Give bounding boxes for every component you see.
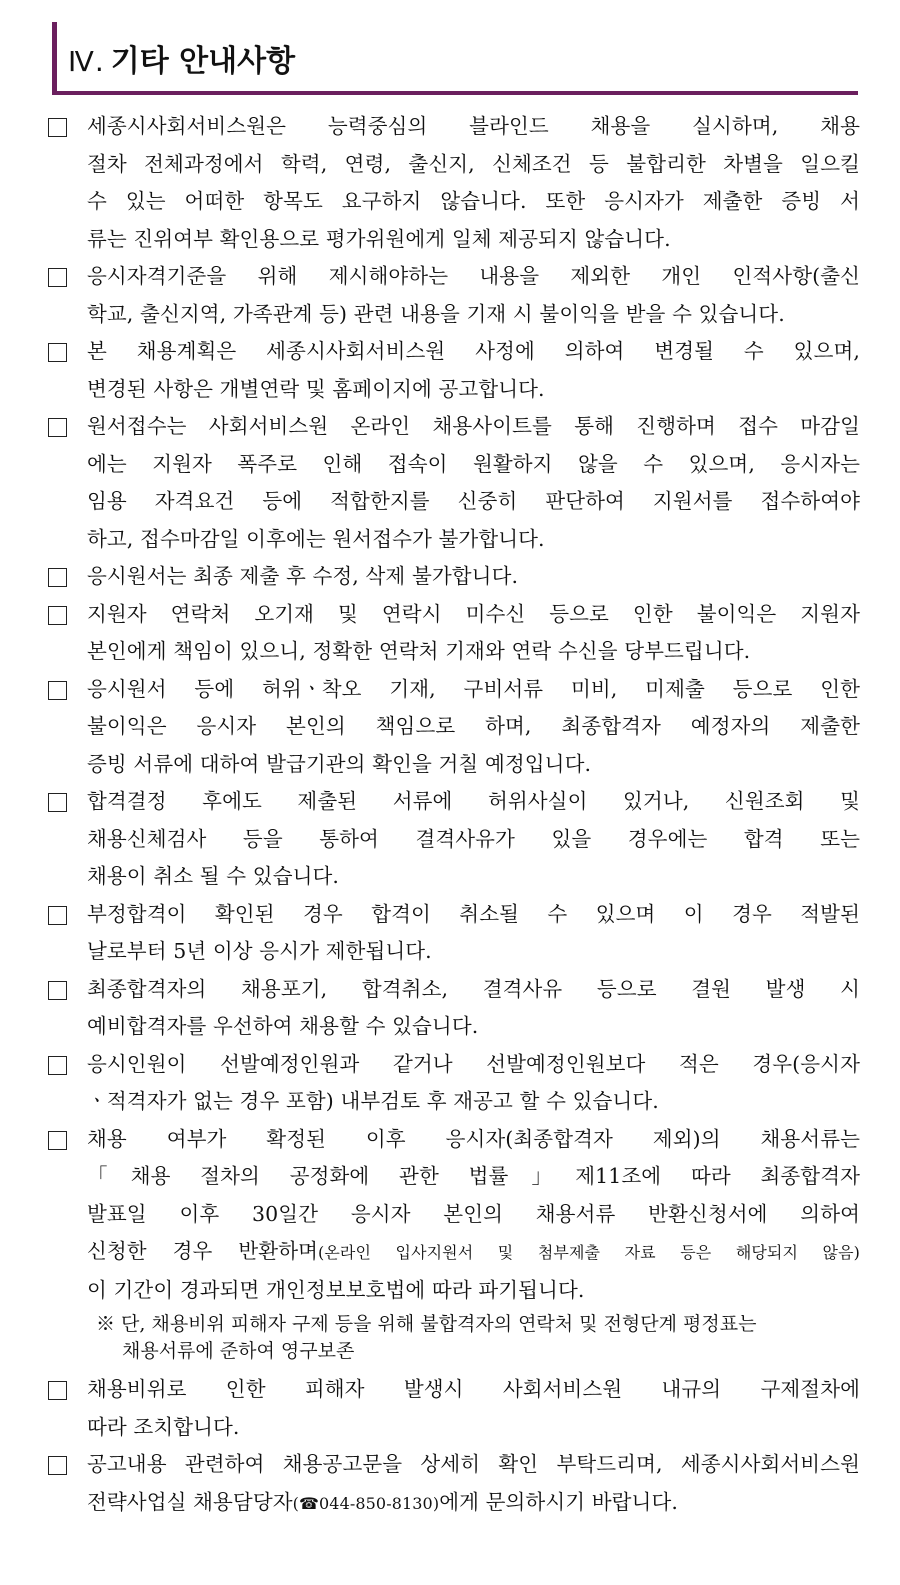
text-line: 최종합격자의 채용포기, 합격취소, 결격사유 등으로 결원 발생 시	[87, 976, 860, 1001]
note-line: ※ 단, 채용비위 피해자 구제 등을 위해 불합격자의 연락처 및 전형단계 평정표는	[96, 1313, 757, 1335]
notice-item-11	[48, 1046, 860, 1121]
checkbox-icon	[48, 1381, 67, 1400]
text-line: 변경된 사항은 개별연락 및 홈페이지에 공고합니다.	[87, 376, 545, 401]
notice-text	[87, 258, 860, 333]
text-line: 응시원서는 최종 제출 후 수정, 삭제 불가합니다.	[87, 564, 519, 588]
checkbox-icon	[48, 343, 67, 362]
phone-number: (☎044-850-8130)	[292, 1493, 440, 1513]
text-line: 날로부터 5년 이상 응시가 제한됩니다.	[87, 939, 432, 963]
checkbox-icon	[48, 418, 67, 437]
text-line: 학교, 출신지역, 가족관계 등) 관련 내용을 기재 시 불이익을 받을 수 있습니다.	[87, 301, 785, 326]
section-header	[52, 22, 858, 94]
notice-item-9	[48, 896, 860, 971]
text-line: 채용비위로 인한 피해자 발생시 사회서비스원 내규의 구제절차에	[87, 1377, 860, 1401]
section-title-text: 기타 안내사항	[110, 44, 296, 79]
text-line: 세종시사회서비스원은 능력중심의 블라인드 채용을 실시하며, 채용	[87, 114, 860, 138]
notice-text	[87, 558, 860, 596]
text-line: 본인에게 책임이 있으니, 정확한 연락처 기재와 연락 수신을 당부드립니다.	[87, 639, 751, 663]
notice-item-5	[48, 558, 860, 596]
checkbox-icon	[48, 906, 67, 925]
notice-item-12	[48, 1121, 860, 1310]
notice-text	[87, 971, 860, 1046]
notice-text	[87, 1046, 860, 1121]
notice-item-2	[48, 258, 860, 333]
text-line: 이 기간이 경과되면 개인정보보호법에 따라 파기됩니다.	[87, 1277, 585, 1302]
notice-item-10	[48, 971, 860, 1046]
text-line: 부정합격이 확인된 경우 합격이 취소될 수 있으며 이 경우 적발된	[87, 901, 860, 926]
text-line: 채용신체검사 등을 통하여 결격사유가 있을 경우에는 합격 또는	[87, 826, 860, 851]
header-underline	[52, 91, 858, 95]
text-line: 응시원서 등에 허위ㆍ착오 기재, 구비서류 미비, 미제출 등으로 인한	[87, 676, 860, 701]
notice-list	[48, 108, 860, 1522]
text-line: 수 있는 어떠한 항목도 요구하지 않습니다. 또한 응시자가 제출한 증빙 서	[87, 189, 860, 213]
retention-note	[96, 1311, 860, 1365]
text-line: 지원자 연락처 오기재 및 연락시 미수신 등으로 인한 불이익은 지원자	[87, 601, 860, 626]
text-line: 따라 조치합니다.	[87, 1414, 240, 1439]
text-line: 불이익은 응시자 본인의 책임으로 하며, 최종합격자 예정자의 제출한	[87, 714, 860, 738]
checkbox-icon	[48, 981, 67, 1000]
text-line: 응시인원이 선발예정인원과 같거나 선발예정인원보다 적은 경우(응시자	[87, 1051, 860, 1076]
text-line: 하고, 접수마감일 이후에는 원서접수가 불가합니다.	[87, 526, 545, 551]
notice-item-4	[48, 408, 860, 558]
checkbox-icon	[48, 568, 67, 587]
notice-item-6	[48, 596, 860, 671]
notice-item-1	[48, 108, 860, 258]
text-line: 채용이 취소 될 수 있습니다.	[87, 864, 340, 888]
notice-item-7	[48, 671, 860, 784]
text-main: 에게 문의하시기 바랍니다.	[439, 1489, 678, 1514]
notice-text	[87, 1371, 860, 1446]
text-line: 예비합격자를 우선하여 채용할 수 있습니다.	[87, 1014, 479, 1038]
text-line: ㆍ적격자가 없는 경우 포함) 내부검토 후 재공고 할 수 있습니다.	[87, 1089, 659, 1113]
text-line: 채용 여부가 확정된 이후 응시자(최종합격자 제외)의 채용서류는	[87, 1126, 860, 1151]
text-line: 발표일 이후 30일간 응시자 본인의 채용서류 반환신청서에 의하여	[87, 1201, 860, 1226]
checkbox-icon	[48, 118, 67, 137]
header-left-bar	[52, 22, 57, 94]
text-line: 본 채용계획은 세종시사회서비스원 사정에 의하여 변경될 수 있으며,	[87, 339, 860, 363]
notice-text	[87, 1121, 860, 1310]
checkbox-icon	[48, 793, 67, 812]
text-main: 신청한 경우 반환하며	[87, 1239, 318, 1263]
text-line: 에는 지원자 폭주로 인해 접속이 원활하지 않을 수 있으며, 응시자는	[87, 451, 860, 476]
section-title	[68, 36, 295, 80]
notice-item-13	[48, 1371, 860, 1446]
text-line: 「채용 절차의 공정화에 관한 법률」제11조에 따라 최종합격자	[87, 1164, 860, 1188]
text-line: 류는 진위여부 확인용으로 평가위원에게 일체 제공되지 않습니다.	[87, 226, 671, 251]
checkbox-icon	[48, 1131, 67, 1150]
text-line: 임용 자격요건 등에 적합한지를 신중히 판단하여 지원서를 접수하여야	[87, 489, 860, 513]
checkbox-icon	[48, 1056, 67, 1075]
text-line	[87, 1484, 860, 1523]
text-main: 전략사업실 채용담당자	[87, 1489, 293, 1514]
notice-item-8	[48, 783, 860, 896]
checkbox-icon	[48, 268, 67, 287]
notice-item-14	[48, 1446, 860, 1522]
text-small-note: (온라인 입사지원서 및 첨부제출 자료 등은 해당되지 않음)	[318, 1243, 860, 1262]
checkbox-icon	[48, 606, 67, 625]
notice-text	[87, 108, 860, 258]
text-line	[87, 1233, 860, 1272]
text-line: 증빙 서류에 대하여 발급기관의 확인을 거칠 예정입니다.	[87, 751, 592, 776]
text-line: 합격결정 후에도 제출된 서류에 허위사실이 있거나, 신원조회 및	[87, 789, 860, 813]
checkbox-icon	[48, 681, 67, 700]
notice-text	[87, 333, 860, 408]
checkbox-icon	[48, 1456, 67, 1475]
notice-item-3	[48, 333, 860, 408]
text-line: 공고내용 관련하여 채용공고문을 상세히 확인 부탁드리며, 세종시사회서비스원	[87, 1452, 860, 1476]
notice-text	[87, 783, 860, 896]
section-number: Ⅳ.	[68, 45, 105, 78]
text-line: 원서접수는 사회서비스원 온라인 채용사이트를 통해 진행하며 접수 마감일	[87, 414, 860, 438]
notice-text	[87, 596, 860, 671]
notice-text	[87, 671, 860, 784]
note-line: 채용서류에 준하여 영구보존	[122, 1340, 355, 1362]
notice-text	[87, 408, 860, 558]
notice-text	[87, 896, 860, 971]
text-line: 절차 전체과정에서 학력, 연령, 출신지, 신체조건 등 불합리한 차별을 일으킬	[87, 151, 860, 176]
text-line: 응시자격기준을 위해 제시해야하는 내용을 제외한 개인 인적사항(출신	[87, 264, 860, 288]
notice-text	[87, 1446, 860, 1522]
